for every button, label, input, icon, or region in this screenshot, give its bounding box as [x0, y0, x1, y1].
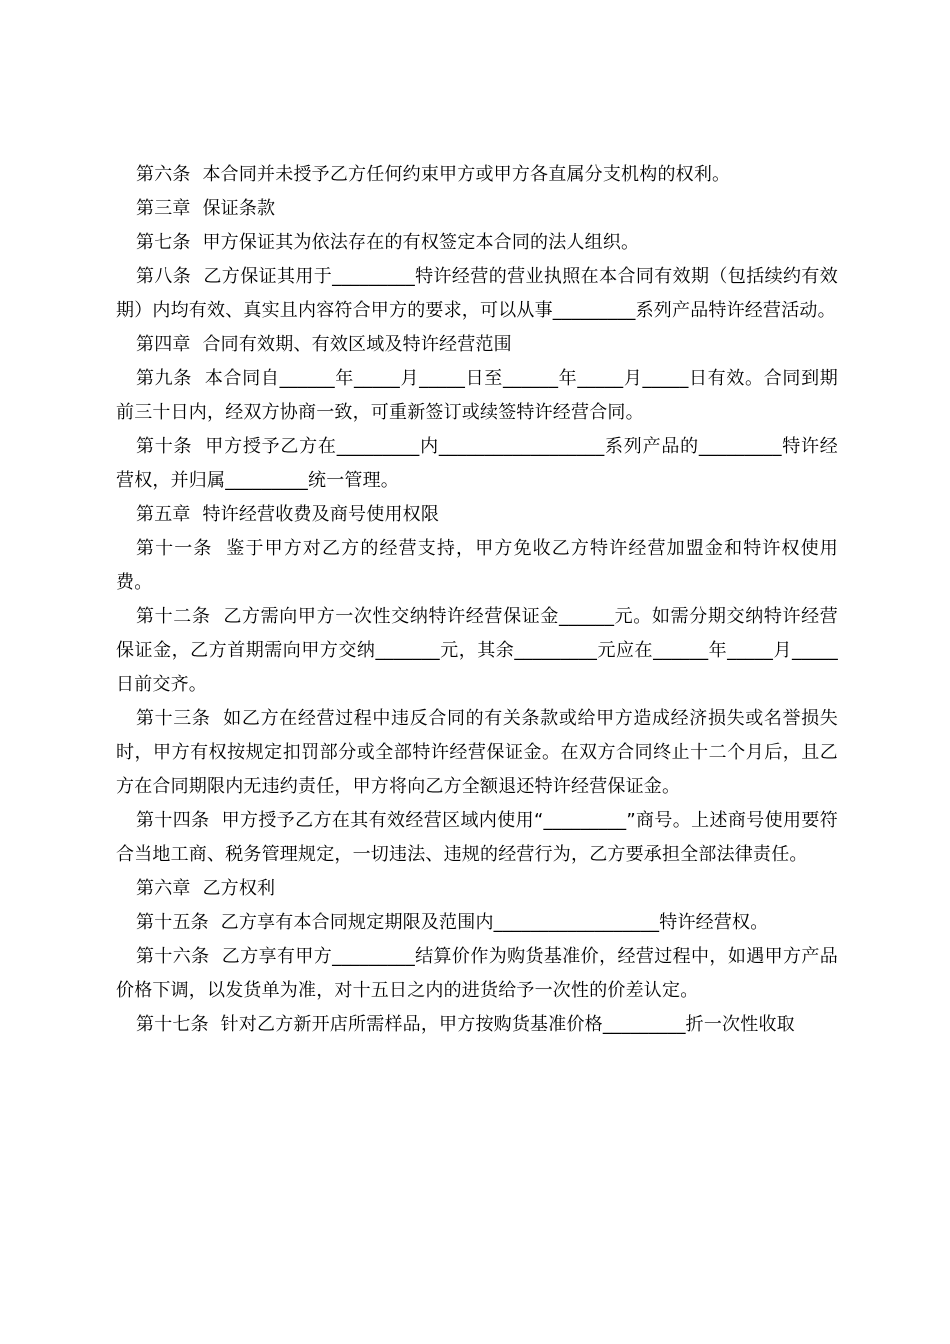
article-14: 第十四条 甲方授予乙方在其有效经营区域内使用“_________”商号。上述商号使用要符合当地工商、税务管理规定，一切违法、违规的经营行为，乙方要承担全部法律责任。: [116, 810, 838, 865]
contract-text: [116, 158, 838, 1042]
article-12: 第十二条 乙方需向甲方一次性交纳特许经营保证金______元。如需分期交纳特许经营保证金，乙方首期需向甲方交纳_______元，其余_________元应在______年_____月_____日前交齐。: [116, 606, 838, 695]
article-10: 第十条 甲方授予乙方在_________内__________________系列产品的_________特许经营权，并归属_________统一管理。: [116, 436, 838, 491]
article-13: 第十三条 如乙方在经营过程中违反合同的有关条款或给甲方造成经济损失或名誉损失时，甲方有权按规定扣罚部分或全部特许经营保证金。在双方合同终止十二个月后，且乙方在合同期限内无违约责任，甲方将向乙方全额退还特许经营保证金。: [116, 708, 838, 797]
article-15: 第十五条 乙方享有本合同规定期限及范围内__________________特许经营权。: [136, 912, 769, 933]
article-11: 第十一条 鉴于甲方对乙方的经营支持，甲方免收乙方特许经营加盟金和特许权使用费。: [116, 538, 838, 593]
chapter-6-heading: 第六章 乙方权利: [136, 878, 276, 899]
article-17: 第十七条 针对乙方新开店所需样品，甲方按购货基准价格_________折一次性收取: [136, 1014, 795, 1035]
article-6: 第六条 本合同并未授予乙方任何约束甲方或甲方各直属分支机构的权利。: [136, 164, 731, 185]
chapter-5-heading: 第五章 特许经营收费及商号使用权限: [136, 504, 440, 525]
chapter-3-heading: 第三章 保证条款: [136, 198, 276, 219]
article-9: 第九条 本合同自______年_____月_____日至______年_____月_____日有效。合同到期前三十日内，经双方协商一致，可重新签订或续签特许经营合同。: [116, 368, 838, 423]
article-7: 第七条 甲方保证其为依法存在的有权签定本合同的法人组织。: [136, 232, 640, 253]
article-16: 第十六条 乙方享有甲方_________结算价作为购货基准价，经营过程中，如遇甲方产品价格下调，以发货单为准，对十五日之内的进货给予一次性的价差认定。: [116, 946, 838, 1001]
article-8: 第八条 乙方保证其用于_________特许经营的营业执照在本合同有效期（包括续约有效期）内均有效、真实且内容符合甲方的要求，可以从事_________系列产品特许经营活动。: [116, 266, 838, 321]
chapter-4-heading: 第四章 合同有效期、有效区域及特许经营范围: [136, 334, 512, 355]
